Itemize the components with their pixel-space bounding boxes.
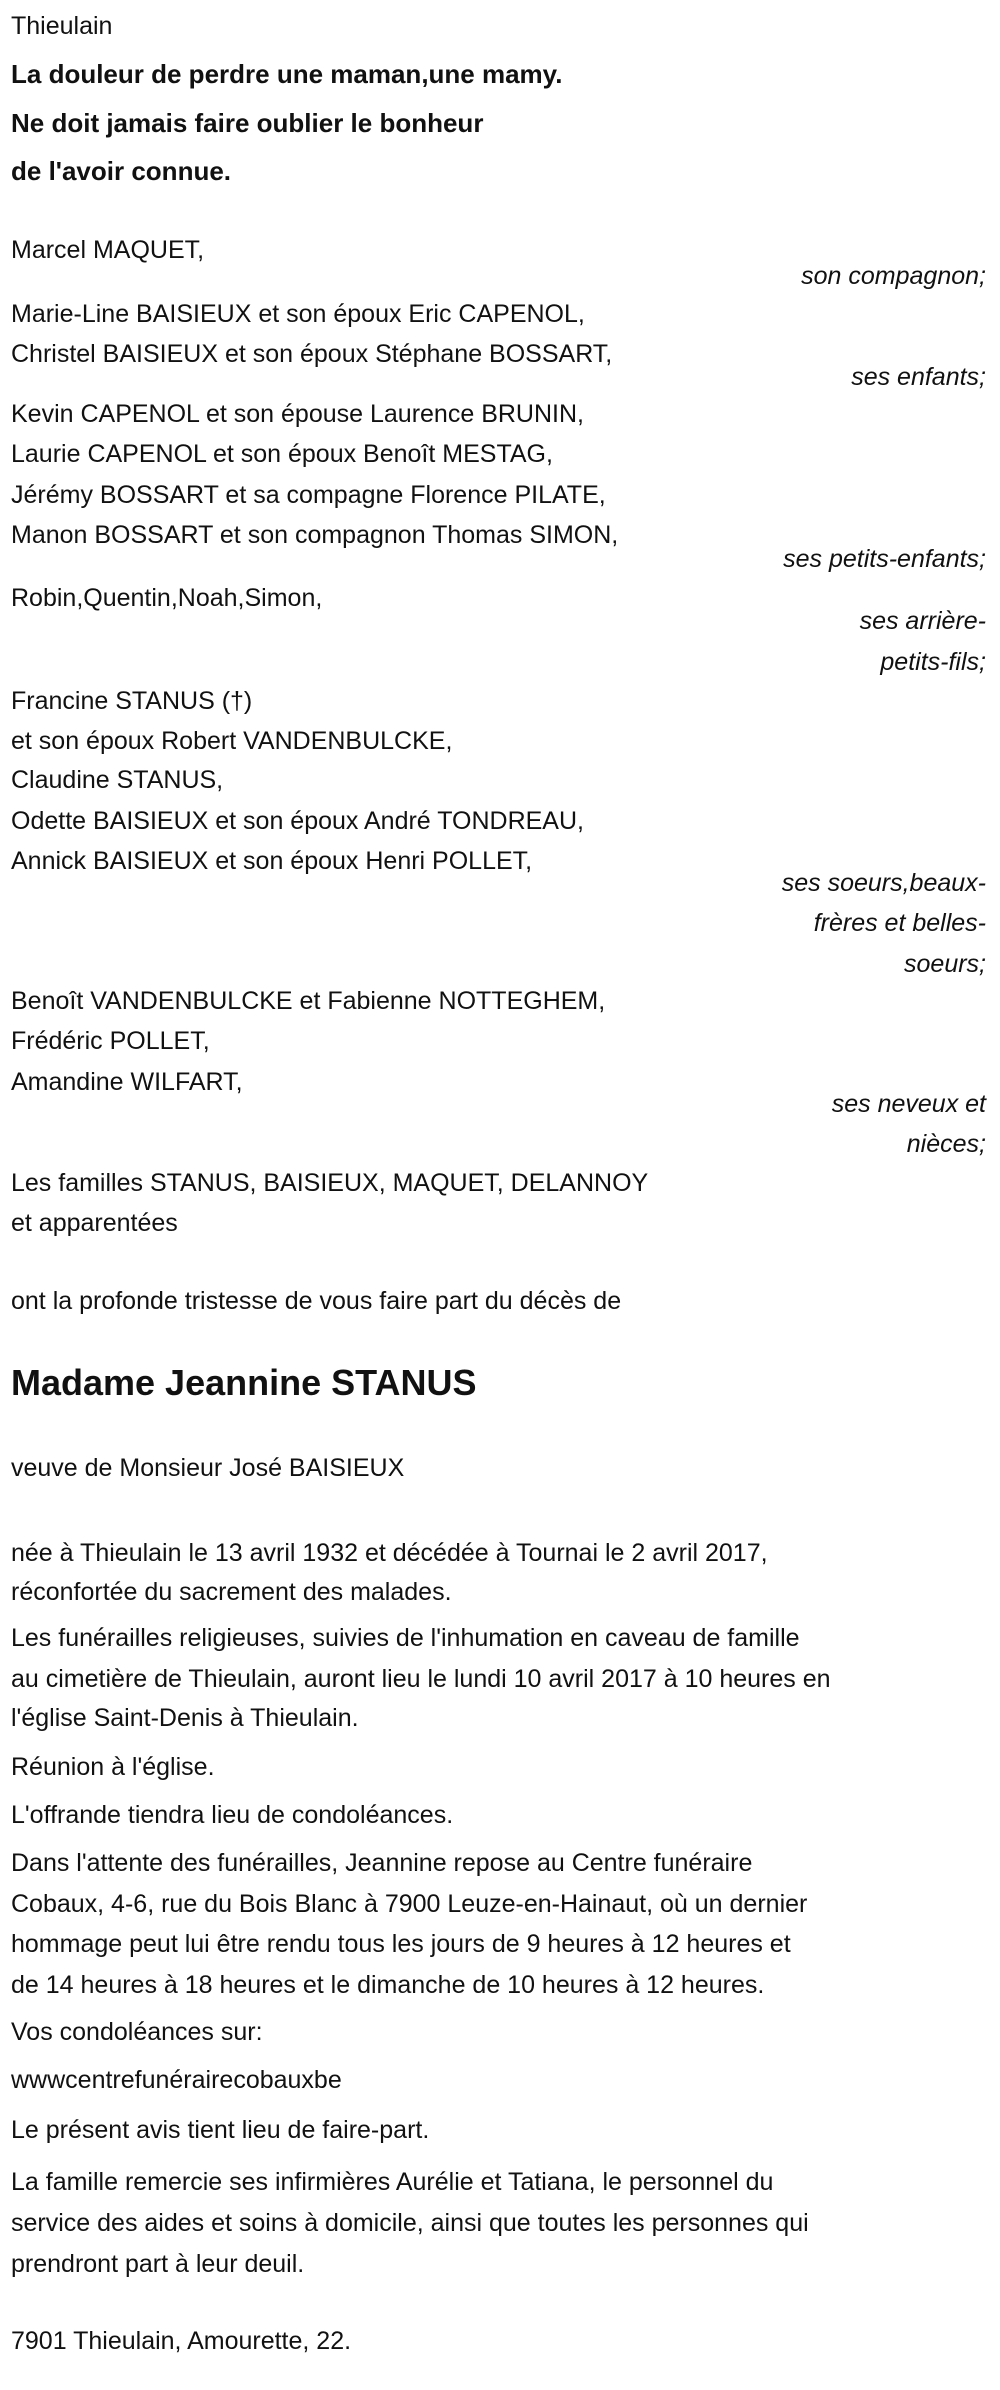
family-relation: ses neveux et bbox=[831, 1090, 986, 1118]
poem-line: de l'avoir connue. bbox=[11, 156, 232, 186]
announcement: ont la profonde tristesse de vous faire part du décès de bbox=[11, 1287, 622, 1315]
paragraph-line: L'offrande tiendra lieu de condoléances. bbox=[11, 1801, 454, 1829]
paragraph-line: Cobaux, 4-6, rue du Bois Blanc à 7900 Leuze-en-Hainaut, où un dernier bbox=[11, 1890, 808, 1918]
family-name: Odette BAISIEUX et son époux André TONDREAU, bbox=[11, 807, 584, 835]
family-name: Robin,Quentin,Noah,Simon, bbox=[11, 584, 323, 612]
family-relation: nièces; bbox=[906, 1130, 986, 1158]
family-name: Claudine STANUS, bbox=[11, 766, 224, 794]
paragraph-line: hommage peut lui être rendu tous les jours de 9 heures à 12 heures et bbox=[11, 1930, 791, 1958]
paragraph-line: au cimetière de Thieulain, auront lieu le lundi 10 avril 2017 à 10 heures en bbox=[11, 1665, 831, 1693]
family-name: Jérémy BOSSART et sa compagne Florence PILATE, bbox=[11, 481, 606, 509]
poem-line: La douleur de perdre une maman,une mamy. bbox=[11, 59, 563, 89]
paragraph-line: service des aides et soins à domicile, ainsi que toutes les personnes qui bbox=[11, 2209, 809, 2237]
paragraph-line: née à Thieulain le 13 avril 1932 et décédée à Tournai le 2 avril 2017, bbox=[11, 1539, 768, 1567]
paragraph-line: Réunion à l'église. bbox=[11, 1753, 215, 1781]
poem-line: Ne doit jamais faire oublier le bonheur bbox=[11, 108, 484, 138]
paragraph-line: Dans l'attente des funérailles, Jeannine repose au Centre funéraire bbox=[11, 1849, 753, 1877]
family-name: Les familles STANUS, BAISIEUX, MAQUET, DELANNOY bbox=[11, 1169, 649, 1197]
family-name: Francine STANUS (†) bbox=[11, 687, 253, 715]
condolences-website: wwwcentrefunérairecobauxbe bbox=[11, 2066, 342, 2094]
paragraph-line: Les funérailles religieuses, suivies de l'inhumation en caveau de famille bbox=[11, 1624, 800, 1652]
paragraph-line: l'église Saint-Denis à Thieulain. bbox=[11, 1704, 359, 1732]
family-name: Manon BOSSART et son compagnon Thomas SIMON, bbox=[11, 521, 619, 549]
family-name: Marcel MAQUET, bbox=[11, 236, 205, 264]
family-relation: ses arrière- bbox=[859, 607, 986, 635]
paragraph-line: La famille remercie ses infirmières Aurélie et Tatiana, le personnel du bbox=[11, 2168, 774, 2196]
family-relation: ses enfants; bbox=[851, 363, 986, 391]
family-name: Christel BAISIEUX et son époux Stéphane BOSSART, bbox=[11, 340, 613, 368]
family-relation: ses soeurs,beaux- bbox=[781, 869, 986, 897]
paragraph-line: Vos condoléances sur: bbox=[11, 2018, 263, 2046]
family-name: et son époux Robert VANDENBULCKE, bbox=[11, 727, 453, 755]
family-relation: ses petits-enfants; bbox=[783, 545, 986, 573]
family-relation: son compagnon; bbox=[801, 262, 986, 290]
family-name: Benoît VANDENBULCKE et Fabienne NOTTEGHEM, bbox=[11, 987, 606, 1015]
family-name: Marie-Line BAISIEUX et son époux Eric CAPENOL, bbox=[11, 300, 585, 328]
widow-line: veuve de Monsieur José BAISIEUX bbox=[11, 1454, 405, 1482]
paragraph-line: Le présent avis tient lieu de faire-part. bbox=[11, 2116, 430, 2144]
family-relation: petits-fils; bbox=[880, 648, 986, 676]
paragraph-line: réconfortée du sacrement des malades. bbox=[11, 1578, 452, 1606]
family-relation: soeurs; bbox=[904, 950, 986, 978]
family-relation: frères et belles- bbox=[813, 909, 986, 937]
family-name: Annick BAISIEUX et son époux Henri POLLET, bbox=[11, 847, 533, 875]
family-name: et apparentées bbox=[11, 1209, 178, 1237]
family-name: Kevin CAPENOL et son épouse Laurence BRUNIN, bbox=[11, 400, 584, 428]
family-name: Laurie CAPENOL et son époux Benoît MESTAG, bbox=[11, 440, 553, 468]
place: Thieulain bbox=[11, 12, 113, 40]
paragraph-line: de 14 heures à 18 heures et le dimanche de 10 heures à 12 heures. bbox=[11, 1971, 765, 1999]
address: 7901 Thieulain, Amourette, 22. bbox=[11, 2327, 352, 2355]
family-name: Frédéric POLLET, bbox=[11, 1027, 210, 1055]
family-name: Amandine WILFART, bbox=[11, 1068, 243, 1096]
paragraph-line: prendront part à leur deuil. bbox=[11, 2250, 305, 2278]
deceased-name: Madame Jeannine STANUS bbox=[11, 1362, 477, 1403]
